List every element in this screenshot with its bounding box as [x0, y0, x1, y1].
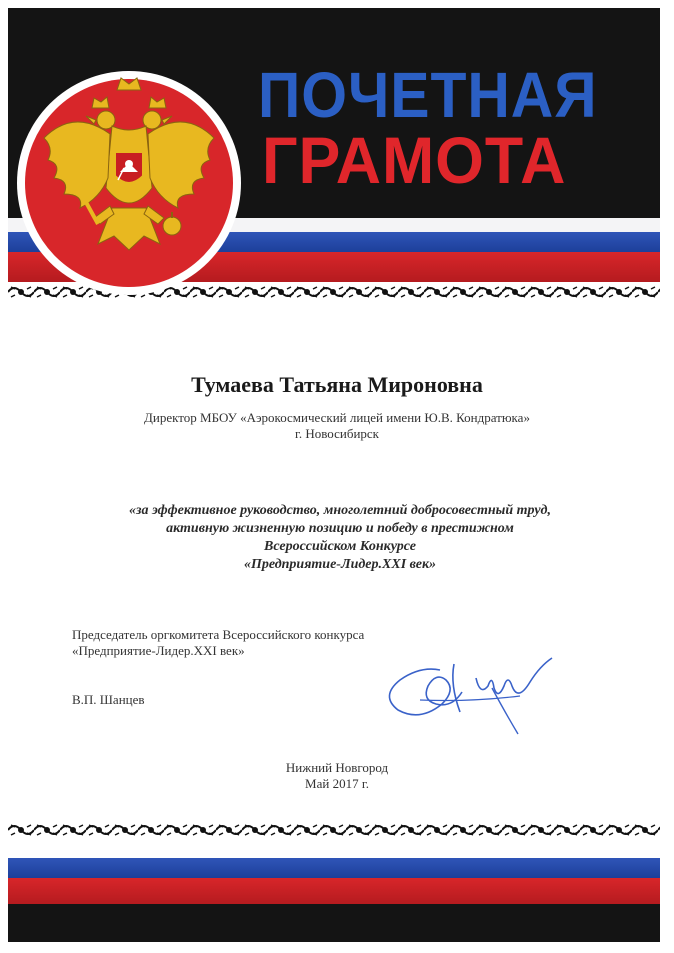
reason-line-2: активную жизненную позицию и победу в престижном — [166, 521, 514, 536]
footer-black-band — [8, 904, 660, 942]
reason-line-3: Всероссийском Конкурсе — [263, 539, 417, 554]
signatory-title-line-2: «Предприятие-Лидер.XXI век» — [72, 643, 245, 658]
signatory-name: В.П. Шанцев — [72, 692, 145, 707]
footer-stripe-red — [8, 878, 660, 904]
signatory-title-line-1: Председатель оргкомитета Всероссийского конкурса — [72, 627, 365, 642]
recipient-name: Тумаева Татьяна Мироновна — [191, 372, 483, 397]
title-line-2: ГРАМОТА — [262, 123, 567, 197]
issue-city: Нижний Новгород — [285, 760, 389, 775]
ornament-border-bottom — [8, 822, 660, 838]
recipient-city: г. Новосибирск — [294, 426, 379, 441]
reason-line-1: «за эффективное руководство, многолетний добросовестный труд, — [128, 503, 551, 518]
issue-date: Май 2017 г. — [305, 776, 369, 791]
title-line-1: ПОЧЕТНАЯ — [258, 59, 598, 131]
recipient-position: Директор МБОУ «Аэрокосмический лицей имени Ю.В. Кондратюка» — [144, 410, 530, 425]
footer-stripe-blue — [8, 858, 660, 878]
handwritten-signature — [380, 630, 560, 740]
reason-line-4: «Предприятие-Лидер.XXI век» — [243, 557, 437, 572]
coat-of-arms-emblem — [14, 68, 244, 298]
